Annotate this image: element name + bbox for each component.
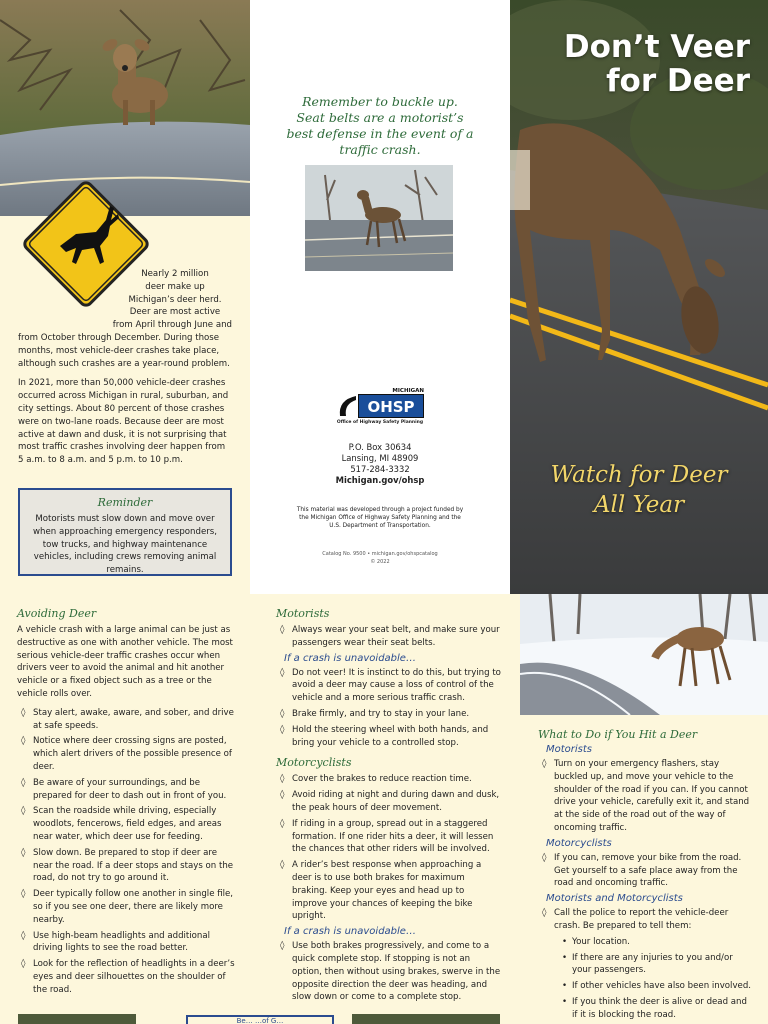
- hit-both-list: [538, 907, 754, 933]
- list-item: ◊ Scan the roadside while driving, especially woodlots, fencerows, field edges, and areas near water, which deer use for feeding.: [17, 805, 239, 843]
- unavoidable-title: If a crash is unavoidable…: [284, 926, 416, 938]
- address-line: 517-284-3332: [350, 464, 410, 474]
- list-item: ◊ Use both brakes progressively, and come to a quick complete stop. If stopping is not an option, then without using brakes, swerve in the opposite direction the deer was heading, and slow down or come to a complete stop.: [276, 940, 502, 1004]
- tell-police-list: [538, 936, 754, 1022]
- list-item: ◊ Look for the reflection of headlights in a deer’s eyes and deer silhouettes on the shoulder of the road.: [17, 958, 239, 996]
- list-item: ◊ If riding in a group, spread out in a staggered formation. If one rider hits a deer, it will lessen the chances that other riders will be involved.: [276, 818, 502, 856]
- list-item: ◊ Stay alert, awake, aware, and sober, and drive at safe speeds.: [17, 707, 239, 733]
- copyright-year: © 2022: [370, 559, 390, 565]
- hit-motorcyclists-title: Motorcyclists: [546, 837, 612, 849]
- cover-title: [520, 30, 750, 98]
- motorists-section: [276, 607, 502, 1007]
- reminder-title: Reminder: [97, 496, 153, 509]
- avoiding-title: Avoiding Deer: [17, 607, 97, 620]
- logo-top-text: MICHIGAN: [392, 388, 424, 394]
- intro-line: deer make up: [145, 281, 205, 292]
- avoiding-deer-section: [17, 607, 239, 1000]
- address-block: [305, 442, 455, 486]
- list-item: ◊ Be aware of your surroundings, and be prepared for deer to dash out in front of you.: [17, 777, 239, 803]
- avoiding-intro: A vehicle crash with a large animal can be just as destructive as one with another vehicle. The most serious vehicle-deer traffic crashes occur when drivers veer to avoid the animal and hit another vehicle or a fixed object such as a tree or the vehicle rolls over.: [17, 625, 233, 699]
- catalog-note: [294, 550, 466, 566]
- address-line: Lansing, MI 48909: [341, 453, 419, 463]
- list-item: ◊ Notice where deer crossing signs are posted, which alert drivers of the possible presence of deer.: [17, 735, 239, 773]
- list-item: ◊ Avoid riding at night and during dawn and dusk, the peak hours of deer movement.: [276, 789, 502, 815]
- middle-panel: [250, 0, 510, 594]
- hit-deer-section: [538, 728, 754, 1024]
- hit-deer-title: What to Do if You Hit a Deer: [538, 728, 698, 741]
- list-item: ◊ A rider’s best response when approaching a deer is to use both brakes for maximum braking. Keep your eyes and head up to improve your chances of keeping the bike upright.: [276, 859, 502, 923]
- logo-caption: Office of Highway Safety Planning: [336, 420, 424, 425]
- funding-note: This material was developed through a project funded by the Michigan Office of Highway Safety Planning and the U.S. Department of Transportation.: [296, 507, 464, 529]
- catalog-line: Catalog No. 9500 • michigan.gov/ohspcatalog: [322, 551, 438, 557]
- motorcyclists-unavoidable-list: [276, 940, 502, 1004]
- list-item: ◊ Brake firmly, and try to stay in your lane.: [276, 708, 502, 721]
- hit-motorists-title: Motorists: [546, 744, 593, 755]
- intro-line: Deer are most active: [129, 307, 221, 318]
- hit-motorcyclists-list: [538, 852, 754, 890]
- intro-p1-wrap-lines: [18, 268, 232, 319]
- intro-p1-tail: from October through December. During those months, most vehicle-deer crashes take place, although such crashes are a year-round problem.: [18, 332, 230, 369]
- hit-motorists-list: [538, 758, 754, 835]
- cover-panel: [510, 0, 768, 594]
- intro-line: Michigan’s deer herd.: [128, 294, 222, 305]
- address-line: P.O. Box 30634: [348, 442, 412, 452]
- intro-p2: In 2021, more than 50,000 vehicle-deer crashes occurred across Michigan in rural, suburban, and city settings. About 80 percent of those crashes were on two-lane roads. Because deer are most active at dawn and dusk, it is not surprising that most traffic crashes involving deer happen from 5 a.m. to 8 a.m. and 5 p.m. to 10 p.m.: [18, 378, 229, 466]
- motorists-unavoidable-list: [276, 667, 502, 750]
- list-item: • If you think the deer is alive or dead and if it is blocking the road.: [560, 996, 754, 1022]
- road-swoosh-icon: [336, 394, 358, 418]
- list-item: ◊ If you can, remove your bike from the road. Get yourself to a safe place away from the road and oncoming traffic.: [538, 852, 754, 890]
- bottom-left-photo-strip: [18, 1014, 136, 1024]
- cover-title-line2: for Deer: [606, 63, 750, 99]
- list-item: ◊ Slow down. Be prepared to stop if deer are near the road. If a deer stops and stays on the road, do not try to go around it.: [17, 847, 239, 885]
- cover-subtitle: [520, 460, 758, 520]
- intro-line: from April through June and: [112, 320, 232, 331]
- list-item: • If there are any injuries to you and/or your passengers.: [560, 952, 754, 978]
- snow-deer-photo: [520, 594, 768, 715]
- bottom-mid-photo-strip: [352, 1014, 500, 1024]
- ohsp-logo: [336, 388, 424, 434]
- motorists-list: [276, 624, 502, 650]
- deer-crossing-road-photo: [305, 165, 453, 271]
- list-item: ◊ Always wear your seat belt, and make sure your passengers wear their seat belts.: [276, 624, 502, 650]
- unavoidable-title: If a crash is unavoidable…: [284, 652, 416, 664]
- cover-subtitle-line2: All Year: [593, 492, 685, 518]
- reminder-text: Motorists must slow down and move over when approaching emergency responders, tow trucks, and highway maintenance vehicles, including crews removing animal remains.: [33, 514, 217, 576]
- list-item: ◊ Deer typically follow one another in single file, so if you see one deer, there are likely more nearby.: [17, 888, 239, 926]
- buckle-up-message: Remember to buckle up. Seat belts are a motorist’s best defense in the event of a traffic crash.: [286, 94, 474, 157]
- list-item: ◊ Cover the brakes to reduce reaction time.: [276, 773, 502, 786]
- list-item: ◊ Hold the steering wheel with both hands, and bring your vehicle to a controlled stop.: [276, 724, 502, 750]
- hit-both-title: Motorists and Motorcyclists: [546, 893, 683, 905]
- list-item: • Your location.: [560, 936, 754, 949]
- motorcyclists-title: Motorcyclists: [276, 756, 352, 770]
- motorcyclists-list: [276, 773, 502, 923]
- list-item: ◊ Do not veer! It is instinct to do this, but trying to avoid a deer may cause a loss of control of the vehicle and a more serious traffic crash.: [276, 667, 502, 705]
- website-link[interactable]: Michigan.gov/ohsp: [335, 475, 425, 485]
- list-item: ◊ Call the police to report the vehicle-deer crash. Be prepared to tell them:: [538, 907, 754, 933]
- list-item: ◊ Turn on your emergency flashers, stay buckled up, and move your vehicle to the shoulder of the road if you can. If you cannot drive your vehicle, carefully exit it, and stand at the side of the road out of the way of oncoming traffic.: [538, 758, 754, 835]
- left-panel: [0, 0, 250, 594]
- motorists-title: Motorists: [276, 607, 330, 620]
- intro-line: Nearly 2 million: [141, 269, 209, 279]
- cover-title-line1: Don’t Veer: [563, 29, 750, 65]
- cover-subtitle-line1: Watch for Deer: [550, 462, 728, 488]
- avoiding-list: [17, 707, 239, 997]
- partial-box-text: Be… …of G…: [236, 1017, 284, 1024]
- intro-text-block: [18, 268, 232, 467]
- logo-mark: OHSP: [358, 394, 424, 418]
- reminder-box: [18, 488, 232, 576]
- list-item: • If other vehicles have also been involved.: [560, 980, 754, 993]
- partial-box: [186, 1015, 334, 1024]
- list-item: ◊ Use high-beam headlights and additional driving lights to see the road better.: [17, 930, 239, 956]
